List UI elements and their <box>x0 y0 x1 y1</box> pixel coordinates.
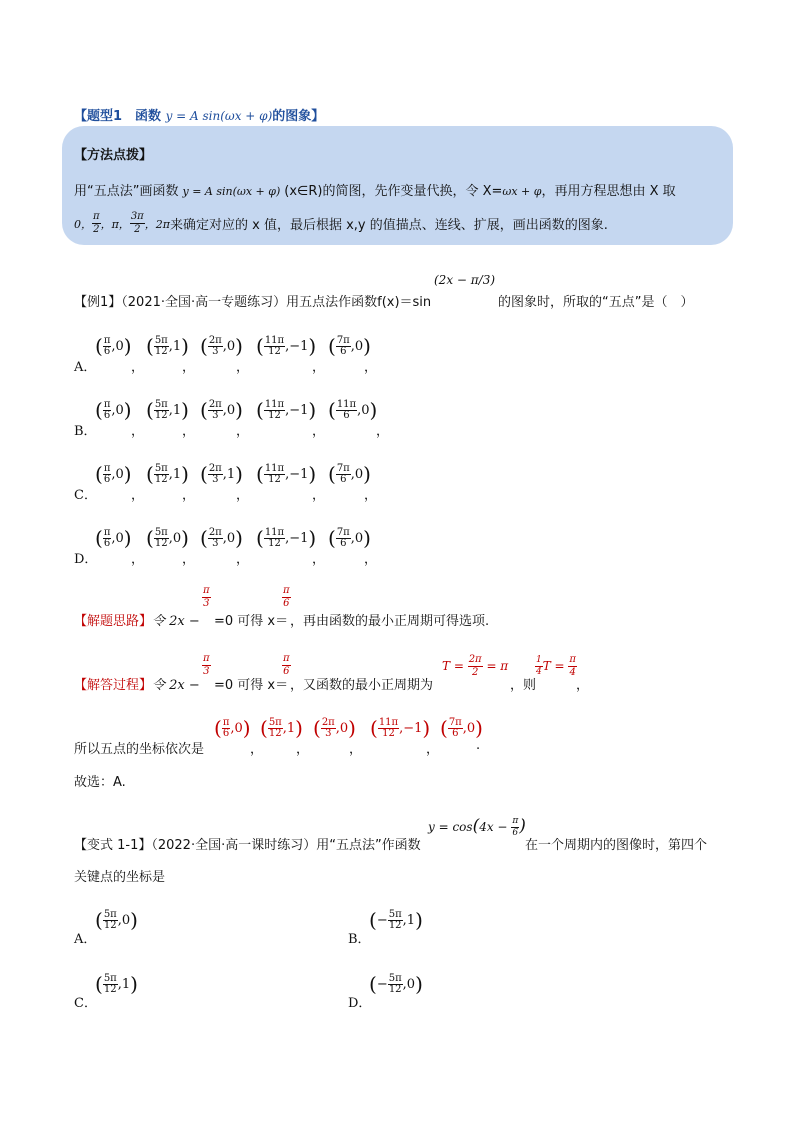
answer-point-2: ( $\frac{5\pi}{12}$ ,1 ) <box>260 716 303 740</box>
option-C-point-5: ( $\frac{7\pi}{6}$ ,0 ) <box>328 462 371 486</box>
answer-point-1: ( $\frac{\pi}{6}$ ,0 ) <box>214 716 251 740</box>
option-C-point-3: ( $\frac{2\pi}{3}$ ,1 ) <box>200 462 243 486</box>
separator: ， <box>376 424 390 439</box>
method-line-2: 0， $\frac{\pi}{2}$ ，π， $\frac{3\pi}{2}$ ，2π 来确定对应的 x 值，最后根据 x,y 的值描点、连线、扩展，画出函数的图象. <box>74 211 608 235</box>
separator: ， <box>236 424 250 439</box>
process-period-text: ，又函数的最小正周期为 <box>290 678 434 693</box>
variant-option-label-D[interactable]: D． <box>348 996 372 1011</box>
separator: . <box>476 738 481 753</box>
separator: ， <box>296 742 310 757</box>
process-continue: =0 可得 x＝ <box>214 678 289 693</box>
thinking-pi-3: $\frac{\pi}{3}$ <box>203 585 210 609</box>
section-heading: 【题型1 函数 y = A sin(ωx + φ)的图象】 <box>74 109 325 124</box>
final-answer: 故选：A. <box>74 775 126 790</box>
separator: ， <box>131 360 145 375</box>
option-D-point-1: ( $\frac{\pi}{6}$ ,0 ) <box>95 526 132 550</box>
quarter-period-formula: $\frac{1}{4}$ T = $\frac{\pi}{4}$ <box>536 654 576 678</box>
option-D-point-2: ( $\frac{5\pi}{12}$ ,0 ) <box>146 526 189 550</box>
method-title: 【方法点拨】 <box>74 148 153 163</box>
variant-option-A-point: ( $\frac{5\pi}{12}$ ,0 ) <box>95 908 138 932</box>
variant-option-B-point: ( − $\frac{5\pi}{12}$ ,1 ) <box>369 908 423 932</box>
option-label-A[interactable]: A． <box>74 360 97 375</box>
separator: ， <box>312 488 326 503</box>
separator: ， <box>312 552 326 567</box>
option-D-point-4: ( $\frac{11\pi}{12}$ ,−1 ) <box>256 526 317 550</box>
solution-thinking: 【解题思路】令 2x − <box>74 614 200 629</box>
solution-process: 【解答过程】令 2x − <box>74 678 200 693</box>
option-C-point-1: ( $\frac{\pi}{6}$ ,0 ) <box>95 462 132 486</box>
separator: ， <box>364 488 378 503</box>
option-B-point-4: ( $\frac{11\pi}{12}$ ,−1 ) <box>256 398 317 422</box>
option-label-C[interactable]: C． <box>74 488 97 503</box>
option-B-point-3: ( $\frac{2\pi}{3}$ ,0 ) <box>200 398 243 422</box>
option-D-point-3: ( $\frac{2\pi}{3}$ ,0 ) <box>200 526 243 550</box>
option-A-point-2: ( $\frac{5\pi}{12}$ ,1 ) <box>146 334 189 358</box>
separator: ， <box>364 552 378 567</box>
option-B-point-1: ( $\frac{\pi}{6}$ ,0 ) <box>95 398 132 422</box>
fraction-pi-over-2: $\frac{\pi}{2}$ <box>93 211 100 235</box>
option-B-point-2: ( $\frac{5\pi}{12}$ ,1 ) <box>146 398 189 422</box>
separator: ， <box>312 360 326 375</box>
example-1-argument: (2x − π/3) <box>434 273 496 287</box>
example-1-question: 【例1】（2021·全国·高一专题练习）用五点法作函数f(x)＝sin <box>74 295 432 310</box>
option-D-point-5: ( $\frac{7\pi}{6}$ ,0 ) <box>328 526 371 550</box>
thinking-continue: =0 可得 x＝ <box>214 614 289 629</box>
variant-option-label-B[interactable]: B． <box>348 932 371 947</box>
separator: ， <box>182 360 196 375</box>
process-pi-6: $\frac{\pi}{6}$ <box>283 653 290 677</box>
separator: ， <box>131 488 145 503</box>
separator: ， <box>182 424 196 439</box>
answer-point-4: ( $\frac{11\pi}{12}$ ,−1 ) <box>370 716 431 740</box>
process-coordinates-label: 所以五点的坐标依次是 <box>74 742 205 757</box>
method-line-1: 用“五点法”画函数 y = A sin(ωx + φ) (x∈R)的简图，先作变量代换，令 X=ωx + φ，再用方程思想由 X 取 <box>74 184 676 199</box>
answer-point-3: ( $\frac{2\pi}{3}$ ,0 ) <box>313 716 356 740</box>
fraction-3pi-over-2: $\frac{3\pi}{2}$ <box>130 211 144 235</box>
variant-option-label-C[interactable]: C． <box>74 996 97 1011</box>
separator: ， <box>131 424 145 439</box>
thinking-pi-6: $\frac{\pi}{6}$ <box>283 585 290 609</box>
option-A-point-1: ( $\frac{\pi}{6}$ ,0 ) <box>95 334 132 358</box>
process-comma: ， <box>576 678 590 693</box>
variant-option-D-point: ( − $\frac{5\pi}{12}$ ,0 ) <box>369 972 423 996</box>
separator: ， <box>250 742 264 757</box>
option-A-point-4: ( $\frac{11\pi}{12}$ ,−1 ) <box>256 334 317 358</box>
option-A-point-5: ( $\frac{7\pi}{6}$ ,0 ) <box>328 334 371 358</box>
separator: ， <box>236 552 250 567</box>
separator: ， <box>312 424 326 439</box>
option-C-point-2: ( $\frac{5\pi}{12}$ ,1 ) <box>146 462 189 486</box>
variant-formula: y = cos(4x − $\frac{\pi}{6}$ ) <box>428 816 526 838</box>
option-label-B[interactable]: B． <box>74 424 97 439</box>
option-A-point-3: ( $\frac{2\pi}{3}$ ,0 ) <box>200 334 243 358</box>
separator: ， <box>349 742 363 757</box>
variant-option-C-point: ( $\frac{5\pi}{12}$ ,1 ) <box>95 972 138 996</box>
process-pi-3: $\frac{\pi}{3}$ <box>203 653 210 677</box>
process-then: ，则 <box>510 678 537 693</box>
option-B-point-5: ( $\frac{11\pi}{6}$ ,0 ) <box>328 398 378 422</box>
variant-question: 【变式 1-1】（2022·全国·高一课时练习）用“五点法”作函数 <box>74 838 421 853</box>
separator: ， <box>426 742 440 757</box>
separator: ， <box>236 360 250 375</box>
separator: ， <box>364 360 378 375</box>
example-1-suffix: 的图象时，所取的“五点”是（ ） <box>498 295 694 310</box>
variant-option-label-A[interactable]: A． <box>74 932 97 947</box>
thinking-end: ，再由函数的最小正周期可得选项. <box>290 614 490 629</box>
period-formula: T = $\frac{2\pi}{2}$ = π <box>442 654 509 678</box>
answer-point-5: ( $\frac{7\pi}{6}$ ,0 ) <box>440 716 483 740</box>
separator: ， <box>182 488 196 503</box>
variant-suffix: 在一个周期内的图像时，第四个 <box>525 838 708 853</box>
separator: ， <box>236 488 250 503</box>
option-C-point-4: ( $\frac{11\pi}{12}$ ,−1 ) <box>256 462 317 486</box>
variant-line-2: 关键点的坐标是 <box>74 870 166 885</box>
separator: ， <box>131 552 145 567</box>
option-label-D[interactable]: D． <box>74 552 98 567</box>
separator: ， <box>182 552 196 567</box>
